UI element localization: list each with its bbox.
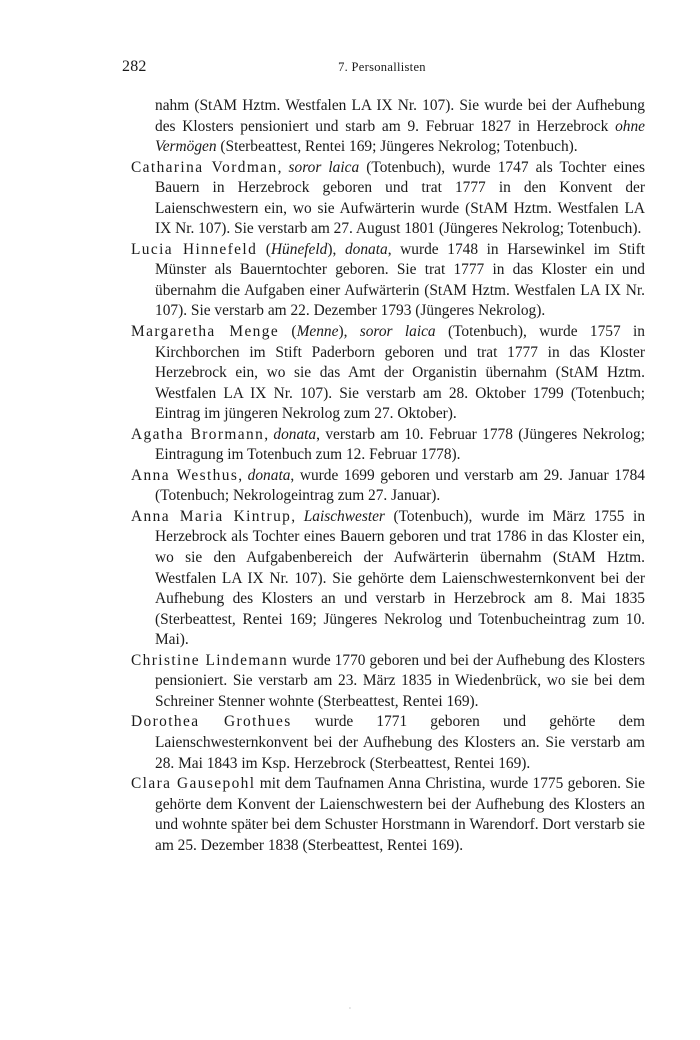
entry-text: , wurde 1699 geboren und verstarb am 29. Januar 1784 (Totenbuch; Nekrologeintrag zum 27. Januar). — [155, 466, 645, 505]
person-name: Dorothea Grothues — [131, 713, 292, 731]
entry-italic: donata — [344, 240, 388, 258]
footer-mark: · — [348, 1004, 352, 1013]
page-body — [131, 96, 645, 856]
entry-clara-gausepohl — [131, 774, 645, 856]
entry-punct: , — [238, 466, 248, 484]
person-name: Margaretha Menge — [131, 323, 280, 341]
entry-text: , verstarb am 10. Februar 1778 (Jüngeres Nekrolog; Eintragung im Totenbuch zum 12. Februar 1778). — [155, 425, 645, 464]
entry-italic: Laischwester — [303, 507, 385, 525]
entry-text: , wurde 1748 in Harsewinkel im Stift Münster als Bauerntochter geboren. Sie trat 1777 in das Kloster ein und übernahm die Aufgaben einer Aufwärterin (StAM Hztm. Westfalen LA IX Nr. 107). Sie verstarb am 22. Dezember 1793 (Jüngeres Nekrolog). — [155, 240, 645, 320]
entry-text: wurde 1770 geboren und bei der Aufhebung des Klosters pensioniert. Sie verstarb am 23. März 1835 in Wiedenbrück, wo sie bei dem Schreiner Stenner wohnte (Sterbeattest, Rentei 169). — [155, 651, 645, 710]
entry-italic: soror laica — [359, 323, 436, 341]
entry-punct: , — [264, 425, 274, 443]
entry-dorothea-grothues — [131, 712, 645, 774]
entry-text: (Totenbuch), wurde 1757 in Kirchborchen im Stift Paderborn geboren und trat 1777 in das Kloster Herzebrock ein, wo sie das Amt der Organistin übernahm (StAM Hztm. Westfalen LA IX Nr. 107). Sie verstarb am 28. Oktober 1799 (Totenbuch; Eintrag im jüngeren Nekrolog zum 27. Oktober). — [155, 323, 645, 423]
entry-italic: Hünefeld — [270, 240, 328, 258]
entry-text: (Totenbuch), wurde im März 1755 in Herzebrock als Tochter eines Bauern geboren und trat 1786 in das Kloster ein, wo sie den Aufgabenbereich der Aufwärterin übernahm (StAM Hztm. Westfalen LA IX Nr. 107). Sie gehörte dem Laienschwesternkonvent bei der Aufhebung des Klosters an und verstarb in Herzebrock am 8. Mai 1835 (Sterbeattest, Rentei 169; Jüngeres Nekrolog und Totenbucheintrag zum 10. Mai). — [155, 507, 646, 649]
person-name: Clara Gausepohl — [131, 775, 256, 793]
entry-text: (Sterbeattest, Rentei 169; Jüngeres Nekrolog; Totenbuch). — [216, 138, 578, 156]
entry-text: (Totenbuch), wurde 1747 als Tochter eines Bauern in Herzebrock geboren und trat 1777 in den Konvent der Laienschwestern ein, wo sie Aufwärterin wurde (StAM Hztm. Westfalen LA IX Nr. 107). Sie verstarb am 27. August 1801 (Jüngeres Nekrolog; Totenbuch). — [155, 158, 645, 238]
person-name: Anna Westhus — [131, 466, 239, 484]
entry-anna-maria-kintrup — [131, 507, 645, 651]
page-number: 282 — [122, 58, 147, 75]
person-name: Anna Maria Kintrup — [131, 507, 292, 525]
entry-text: wurde 1771 geboren und gehörte dem Laienschwesternkonvent bei der Aufhebung des Klosters an. Sie verstarb am 28. Mai 1843 im Ksp. Herzebrock (Sterbeattest, Rentei 169). — [155, 713, 645, 772]
entry-punct: ( — [257, 240, 271, 258]
entry-punct: , — [277, 158, 289, 176]
person-name: Christine Lindemann — [131, 651, 289, 669]
entry-punct: , — [291, 507, 304, 525]
entry-italic: donata — [247, 466, 291, 484]
entry-italic: Menne — [296, 323, 339, 341]
person-name: Catharina Vordman — [131, 158, 278, 176]
entry-italic: donata — [273, 425, 317, 443]
entry-anna-westhus — [131, 466, 645, 507]
entry-continuation — [131, 96, 645, 158]
entry-italic: ohne Vermögen — [155, 117, 645, 156]
person-name: Agatha Brormann — [131, 425, 265, 443]
person-name: Lucia Hinnefeld — [131, 240, 258, 258]
entry-italic: soror laica — [288, 158, 360, 176]
entry-catharina-vordman — [131, 158, 645, 240]
entry-punct: ), — [327, 240, 345, 258]
entry-agatha-brormann — [131, 425, 645, 466]
page-header — [122, 58, 642, 82]
entry-christine-lindemann — [131, 651, 645, 713]
entry-margaretha-menge — [131, 322, 645, 425]
entry-text: nahm (StAM Hztm. Westfalen LA IX Nr. 107). Sie wurde bei der Aufhebung des Klosters pensioniert und starb am 9. Februar 1827 in Herzebrock — [155, 97, 645, 135]
entry-text: mit dem Taufnamen Anna Christina, wurde 1775 geboren. Sie gehörte dem Konvent der Laienschwestern bei der Aufhebung des Klosters an und wohnte später bei dem Schuster Horstmann in Warendorf. Dort verstarb sie am 25. Dezember 1838 (Sterbeattest, Rentei 169). — [155, 775, 645, 854]
entry-punct: ( — [279, 323, 297, 341]
entry-lucia-hinnefeld — [131, 240, 645, 322]
running-head: 7. Personallisten — [338, 60, 426, 74]
entry-punct: ), — [338, 323, 360, 341]
